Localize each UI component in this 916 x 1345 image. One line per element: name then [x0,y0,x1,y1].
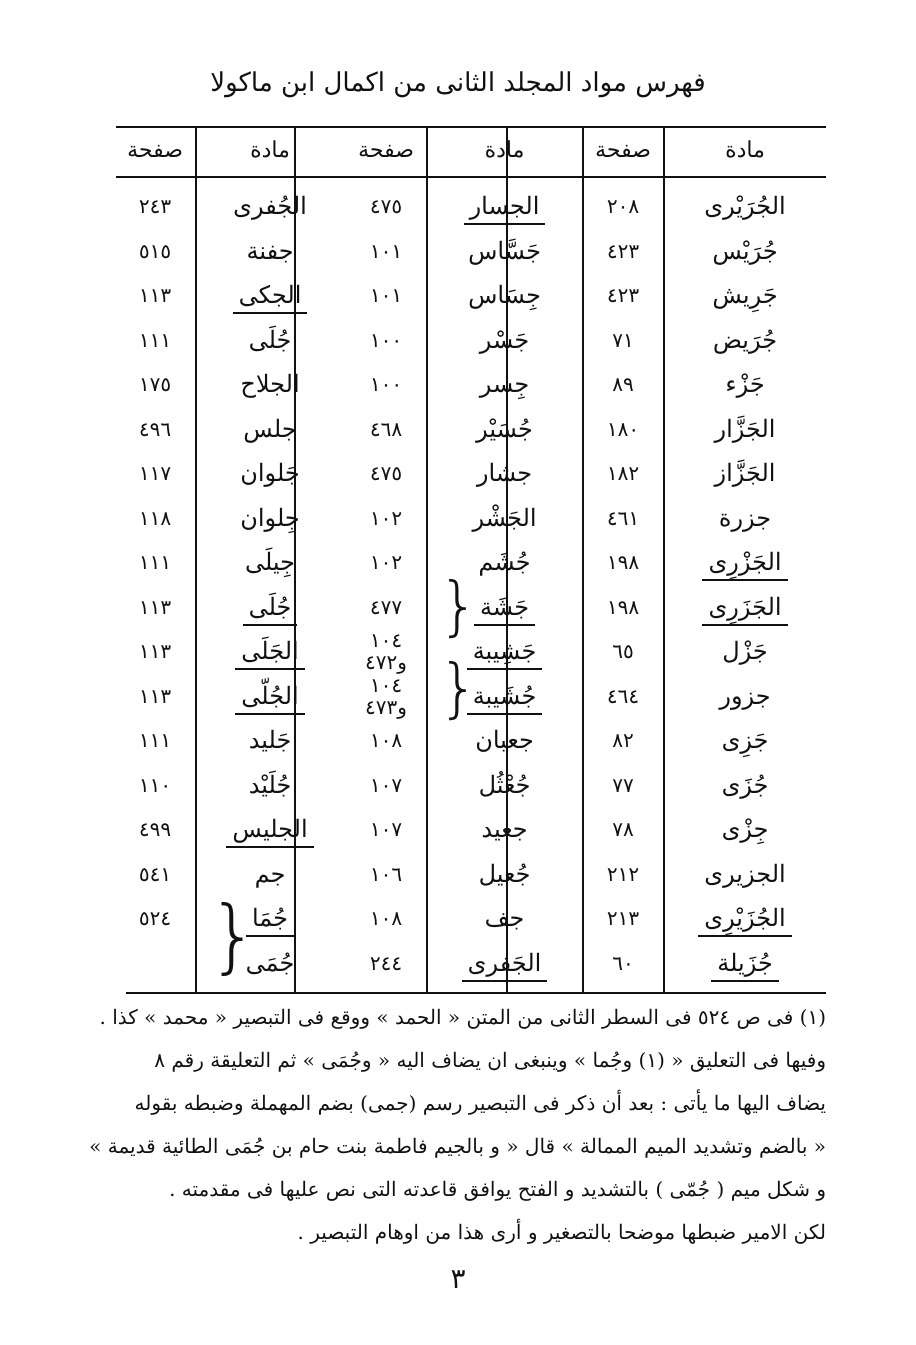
header-page: صفحة [358,138,414,163]
entry-page-number-extra: و٤٧٣ [365,695,407,719]
footnote-line: و شكل ميم ( جُمّى ) بالتشديد و الفتح يوافق قاعدته التى نص عليها فى مقدمته . [169,1177,826,1201]
entry-word [427,807,582,851]
brace-symbol: { [438,652,479,726]
entry-word [664,629,826,673]
entry-word [664,318,826,362]
entry-word-text: الجزيرى [704,860,786,888]
entry-word [664,941,826,985]
brace-symbol: { [208,889,259,982]
entry-word-text: جُمَا [246,904,294,937]
entry-page: ٧٧ [612,773,634,797]
entry-word [427,273,582,317]
entry-word-text: الجُزَيْرِى [698,904,791,937]
entry-word-text: جُزَيلة [711,949,779,982]
entry-word-text: الجكى [233,281,308,314]
entry-word-text: جِيلَى [244,548,296,576]
entry-word-text: الجَزَرِى [702,593,787,626]
entry-word [664,540,826,584]
entry-word [195,540,345,584]
entry-word [664,362,826,406]
entry-page: ٤٧٥ [369,461,403,485]
entry-word-text: الجَشْر [472,504,537,532]
entry-page: ٥٤١ [138,862,172,886]
entry-page: ٤٩٩ [138,817,172,841]
entry-word [664,407,826,451]
entry-word [427,184,582,228]
entry-page: ١٠٨ [369,728,403,752]
entry-word-text: جِزْى [721,815,769,843]
entry-word-text: جَليد [248,726,292,754]
entry-page: ١٠١ [369,283,403,307]
footnotes [89,992,826,1254]
entry-word-text: جَشَة [474,593,535,626]
entry-page [346,629,426,673]
entry-word [195,273,345,317]
entry-page: ١٠٢ [369,506,403,530]
header-page: صفحة [595,138,651,163]
entry-word-text: جَشِيبة [467,637,543,670]
entry-page: ١٠٧ [369,817,403,841]
entry-word-text: جم [254,860,286,888]
entry-page: ١٩٨ [606,595,640,619]
entry-page: ٧١ [612,328,634,352]
entry-word-text: جفنة [246,237,294,265]
entry-word-text: جُرَيْس [712,237,778,265]
entry-page: ٤٦١ [606,506,640,530]
entry-word-text: جُلَى [248,326,292,354]
entry-word-text: الجليس [226,815,313,848]
entry-word [195,718,345,762]
footnote-line: « بالضم وتشديد الميم الممالة » قال « و بالجيم فاطمة بنت حام بن جُمَى الطائية قديمة » [89,1134,826,1158]
entry-word-text: جِلوان [240,504,300,532]
entry-page: ١٠١ [369,239,403,263]
footnote-line: (١) فى ص ٥٢٤ فى السطر الثانى من المتن « الحمد » ووقع فى التبصير « محمد » كذا . [99,1005,826,1029]
entry-page: ٢٤٣ [138,194,172,218]
entry-page: ١١٠ [138,773,172,797]
entry-word-text: جعيد [481,815,528,843]
entry-word-text: جَزْل [722,637,768,665]
entry-word [664,451,826,495]
entry-word-text: جِسر [479,370,530,398]
entry-word [195,451,345,495]
entry-page: ٥٢٤ [138,906,172,930]
entry-word [427,407,582,451]
entry-word-text: جَزْء [725,370,765,398]
entry-word [427,941,582,985]
entry-word-text: جِسَاس [468,281,541,309]
entry-word [195,496,345,540]
header-word: مادة [250,138,290,163]
entry-page: ٤٧٧ [369,595,403,619]
entry-word [664,852,826,896]
entry-page: ١٠٠ [369,328,403,352]
entry-page: ٢١٣ [606,906,640,930]
entry-word-text: جلس [243,415,297,443]
entry-page: ٦٠ [612,951,634,975]
entry-word [195,629,345,673]
brace-symbol: { [438,570,479,644]
entry-word-text: الجُفرى [233,192,307,220]
entry-page: ٦٥ [612,639,634,663]
entry-word [664,896,826,940]
entry-word-text: جُلَى [243,593,298,626]
entry-page: ١١٣ [138,595,172,619]
entry-word-text: جُسَيْر [476,415,533,443]
entry-page: ١١٣ [138,639,172,663]
entry-word [195,229,345,273]
entry-word [427,229,582,273]
entry-word [664,585,826,629]
entry-page: ٨٢ [612,728,634,752]
entry-page: ١٧٥ [138,372,172,396]
entry-word-text: جزور [719,682,771,710]
entry-page: ١٠٦ [369,862,403,886]
entry-word-text: الجَزَّاز [714,459,776,487]
entry-page-number: ١٠٤ [369,673,403,697]
entry-word [427,318,582,362]
entry-page: ١٩٨ [606,550,640,574]
entry-word-text: جُشَم [478,548,531,576]
page-number: ٣ [450,1262,466,1295]
entry-word [195,318,345,362]
entry-word [664,763,826,807]
entry-word-text: جُزَى [721,771,769,799]
entry-page: ٢٠٨ [606,194,640,218]
entry-word-text: الجلاح [240,370,300,398]
entry-page: ٥١٥ [138,239,172,263]
entry-page: ٢٤٤ [369,951,403,975]
entry-word-text: جُعيل [478,860,531,888]
entry-page: ١١٣ [138,283,172,307]
entry-word [195,407,345,451]
entry-word [427,763,582,807]
table-top-rule [116,126,826,128]
entry-word-text: الجَزْرِى [702,548,787,581]
entry-word [427,852,582,896]
entry-page: ١٠٨ [369,906,403,930]
entry-word-text: جعبان [475,726,534,754]
header-word: مادة [725,138,765,163]
entry-word [664,718,826,762]
entry-page: ٤٢٣ [606,239,640,263]
header-page: صفحة [127,138,183,163]
entry-page [116,941,194,985]
page-title: فهرس مواد المجلد الثانى من اكمال ابن ماكولا [210,68,706,98]
footnote-line: لكن الامير ضبطها موضحا بالتصغير و أرى هذا من اوهام التبصير . [297,1220,826,1244]
entry-word [664,807,826,851]
entry-page: ١١١ [138,728,172,752]
entry-page: ١١٧ [138,461,172,485]
entry-page: ١٨٠ [606,417,640,441]
entry-page: ٢١٢ [606,862,640,886]
entry-word-text: جُرَيض [712,326,778,354]
footnote-line: يضاف اليها ما يأتى : بعد أن ذكر فى التبصير رسم (جمى) بضم المهملة وضبطه بقوله [134,1091,826,1115]
entry-word [664,184,826,228]
entry-page: ١٠٧ [369,773,403,797]
entry-word-text: جزرة [718,504,772,532]
entry-word [664,273,826,317]
entry-page: ١١١ [138,550,172,574]
entry-word [427,451,582,495]
entry-word-text: جُمَى [245,949,295,977]
entry-page: ٤٢٣ [606,283,640,307]
entry-word [195,362,345,406]
entry-page-number-extra: و٤٧٢ [365,650,407,674]
entry-word [195,585,345,629]
entry-word-text: جُلَيْد [248,771,292,799]
entry-word-text: جف [484,904,525,932]
entry-page: ١١١ [138,328,172,352]
entry-page: ٤٧٥ [369,194,403,218]
table-header-rule [116,176,826,178]
entry-word-text: جُشَيبة [467,682,543,715]
entry-word-text: جَلوان [240,459,300,487]
entry-word-text: جَسَّاس [468,237,541,265]
entry-page: ١٠٢ [369,550,403,574]
entry-word-text: جَسْر [479,326,530,354]
entry-word-text: الجَزَّار [714,415,776,443]
footnote-rule [126,992,826,994]
entry-word [427,896,582,940]
entry-word [664,496,826,540]
entry-page-number: ١٠٤ [369,628,403,652]
entry-word [195,807,345,851]
entry-page: ٤٩٦ [138,417,172,441]
entry-word-text: الجُرَيْرى [704,192,786,220]
entry-word [427,362,582,406]
entry-word-text: جَزِى [721,726,769,754]
entry-word [195,184,345,228]
entry-word-text: جشار [476,459,533,487]
entry-page: ١٨٢ [606,461,640,485]
entry-page [346,674,426,718]
entry-page: ٤٦٨ [369,417,403,441]
entry-page: ٤٦٤ [606,684,640,708]
entry-word-text: الجَلَى [235,637,304,670]
entry-word [195,763,345,807]
header-word: مادة [484,138,525,163]
entry-word [427,496,582,540]
entry-page: ٨٩ [612,372,634,396]
index-table [116,126,826,992]
entry-page: ١١٣ [138,684,172,708]
entry-word [664,674,826,718]
entry-word-text: الجُلّى [235,682,304,715]
entry-page: ٧٨ [612,817,634,841]
entry-page: ١٠٠ [369,372,403,396]
entry-page: ١١٨ [138,506,172,530]
entry-word-text: جَرِيش [712,281,778,309]
footnote-line: وفيها فى التعليق « (١) وجُما » وينبغى ان يضاف اليه « وجُمَى » ثم التعليقة رقم ٨ [154,1048,826,1072]
entry-word [664,229,826,273]
entry-word-text: الجَفرى [462,949,548,982]
entry-word-text: الجسار [464,192,546,225]
entry-word [195,674,345,718]
entry-word-text: جُعْثُل [478,771,531,799]
